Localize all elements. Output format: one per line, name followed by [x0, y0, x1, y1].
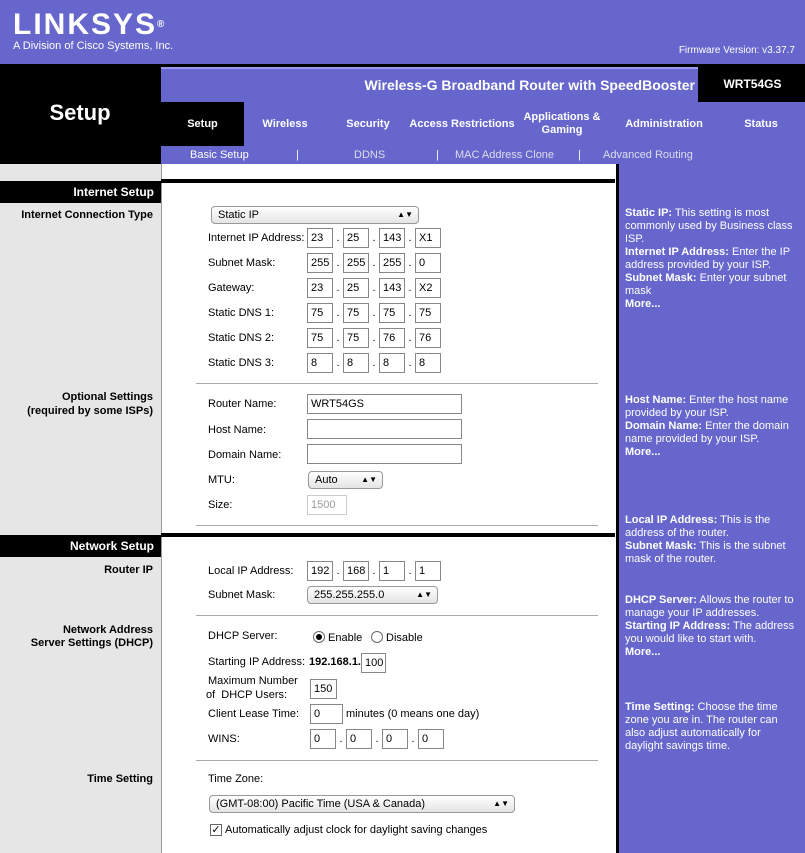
octet-separator: .	[336, 232, 340, 244]
octet-separator: .	[372, 357, 376, 369]
time-zone-label: Time Zone:	[208, 773, 264, 785]
internet-subnet-mask-octet-4[interactable]: 0	[415, 253, 441, 273]
left-label-column	[0, 164, 161, 853]
static-dns2-octet-3[interactable]: 76	[379, 328, 405, 348]
static-dns1-label: Static DNS 1:	[208, 307, 275, 319]
max-users-input[interactable]: 150	[310, 679, 337, 699]
max-users-label-1: Maximum Number	[208, 675, 298, 687]
section-stripe	[161, 533, 615, 537]
tab-access-restrictions[interactable]: Access Restrictions	[409, 117, 515, 130]
tab-security[interactable]: Security	[346, 117, 390, 130]
octet-separator: .	[408, 282, 412, 294]
dst-checkbox[interactable]	[210, 824, 222, 836]
octet-separator: .	[372, 282, 376, 294]
octet-separator: .	[408, 565, 412, 577]
label-optional-settings: Optional Settings	[61, 391, 153, 403]
wins-label: WINS:	[208, 733, 240, 745]
lease-time-input[interactable]: 0	[310, 704, 343, 724]
static-dns3-octet-1[interactable]: 8	[307, 353, 333, 373]
static-dns3-octet-2[interactable]: 8	[343, 353, 369, 373]
octet-separator: .	[375, 733, 379, 745]
dhcp-disable-label: Disable	[386, 632, 423, 644]
static-dns2-octet-4[interactable]: 76	[415, 328, 441, 348]
gateway-octet-3[interactable]: 143	[379, 278, 405, 298]
internet-ip-octet-4[interactable]: X1	[415, 228, 441, 248]
octet-separator: .	[339, 733, 343, 745]
section-network-setup: Network Setup	[0, 535, 161, 557]
tab-status[interactable]: Status	[744, 117, 778, 130]
static-dns3-octet-4[interactable]: 8	[415, 353, 441, 373]
divider	[196, 525, 598, 526]
help-time-setting: Time Setting: Choose the time zone you are in. The router can also adjust automatically for daylight savings time.	[625, 701, 778, 752]
local-ip-label: Local IP Address:	[208, 565, 294, 577]
checkmark-icon: ✓	[211, 824, 221, 836]
linksys-logo: LINKSYS®	[13, 8, 165, 41]
internet-ip-octet-3[interactable]: 143	[379, 228, 405, 248]
product-name: Wireless-G Broadband Router with SpeedBooster	[364, 77, 695, 93]
octet-separator: .	[372, 257, 376, 269]
octet-separator: .	[411, 733, 415, 745]
mtu-label: MTU:	[208, 474, 235, 486]
local-ip-octet-3[interactable]: 1	[379, 561, 405, 581]
divider	[196, 760, 598, 761]
help-more-link[interactable]: More...	[625, 298, 661, 310]
divider	[196, 615, 598, 616]
octet-separator: .	[408, 332, 412, 344]
subtab-separator: |	[578, 149, 581, 161]
octet-separator: .	[408, 257, 412, 269]
subtab-mac-clone[interactable]: MAC Address Clone	[455, 149, 555, 161]
internet-ip-octet-1[interactable]: 23	[307, 228, 333, 248]
help-optional: Host Name: Enter the host name provided by your ISP. Domain Name: Enter the domain name provided by your ISP. More...	[625, 394, 789, 458]
octet-separator: .	[336, 257, 340, 269]
static-dns1-octet-1[interactable]: 75	[307, 303, 333, 323]
internet-ip-octet-2[interactable]: 25	[343, 228, 369, 248]
starting-ip-label: Starting IP Address:	[208, 656, 306, 668]
host-name-label: Host Name:	[208, 424, 267, 436]
static-dns2-label: Static DNS 2:	[208, 332, 275, 344]
octet-separator: .	[408, 232, 412, 244]
starting-ip-prefix: 192.168.1.	[309, 656, 361, 668]
dhcp-server-label: DHCP Server:	[208, 630, 278, 642]
max-users-label-2: of DHCP Users:	[206, 689, 288, 701]
internet-ip-label: Internet IP Address:	[208, 232, 305, 244]
label-internet-connection-type: Internet Connection Type	[21, 209, 153, 221]
internet-subnet-mask-octet-2[interactable]: 255	[343, 253, 369, 273]
static-dns1-octet-2[interactable]: 75	[343, 303, 369, 323]
mtu-select[interactable]: Auto ▲▼	[308, 471, 383, 489]
router-name-label: Router Name:	[208, 398, 277, 410]
help-router-ip: Local IP Address: This is the address of the router. Subnet Mask: This is the subnet mask of the router.	[625, 514, 786, 565]
label-nass-2: Server Settings (DHCP)	[30, 637, 153, 649]
octet-separator: .	[408, 357, 412, 369]
select-arrows-icon: ▲▼	[397, 210, 413, 219]
label-optional-settings-sub: (required by some ISPs)	[27, 405, 153, 417]
label-nass-1: Network Address	[62, 624, 153, 636]
static-dns2-octet-1[interactable]: 75	[307, 328, 333, 348]
tab-setup[interactable]: Setup	[161, 102, 244, 146]
domain-name-label: Domain Name:	[208, 449, 282, 461]
section-internet-setup: Internet Setup	[0, 181, 161, 203]
octet-separator: .	[372, 307, 376, 319]
octet-separator: .	[408, 307, 412, 319]
page-title: Setup	[49, 100, 111, 125]
gateway-octet-2[interactable]: 25	[343, 278, 369, 298]
label-router-ip: Router IP	[104, 564, 153, 576]
internet-subnet-mask-octet-3[interactable]: 255	[379, 253, 405, 273]
section-stripe	[161, 179, 615, 183]
model-name: WRT54GS	[723, 77, 782, 91]
wins-octet-4[interactable]: 0	[418, 729, 444, 749]
octet-separator: .	[372, 332, 376, 344]
divider	[196, 383, 598, 384]
dhcp-enable-radio[interactable]	[313, 631, 325, 643]
wins-octet-3[interactable]: 0	[382, 729, 408, 749]
help-static-ip: Static IP: This setting is most commonly used by Business class ISP. Internet IP Address: Enter the IP address provided by your ISP. Subnet Mask: Enter your subnet mask More...	[625, 207, 793, 310]
tab-applications-gaming[interactable]: Applications & Gaming	[523, 111, 601, 136]
select-arrows-icon: ▲▼	[416, 590, 432, 599]
router-name-input[interactable]: WRT54GS	[307, 394, 462, 414]
static-dns1-octet-3[interactable]: 75	[379, 303, 405, 323]
wins-octet-1[interactable]: 0	[310, 729, 336, 749]
connection-type-select[interactable]: Static IP ▲▼	[211, 206, 419, 224]
select-arrows-icon: ▲▼	[493, 799, 509, 808]
octet-separator: .	[336, 307, 340, 319]
firmware-version: Firmware Version: v3.37.7	[678, 45, 795, 56]
domain-name-input[interactable]	[307, 444, 462, 464]
starting-ip-input[interactable]: 100	[361, 653, 386, 673]
static-dns3-label: Static DNS 3:	[208, 357, 275, 369]
octet-separator: .	[336, 282, 340, 294]
static-dns3-octet-3[interactable]: 8	[379, 353, 405, 373]
tab-administration[interactable]: Administration	[625, 117, 703, 130]
help-more-link[interactable]: More...	[625, 446, 661, 458]
local-ip-octet-1[interactable]: 192	[307, 561, 333, 581]
octet-separator: .	[336, 332, 340, 344]
subtab-basic-setup[interactable]: Basic Setup	[190, 149, 249, 161]
subtab-separator: |	[296, 149, 299, 161]
lease-time-label: Client Lease Time:	[208, 708, 300, 720]
octet-separator: .	[336, 357, 340, 369]
internet-subnet-mask-label: Subnet Mask:	[208, 257, 276, 269]
router-subnet-mask-select[interactable]: 255.255.255.0 ▲▼	[307, 586, 438, 604]
subtab-advanced-routing[interactable]: Advanced Routing	[603, 149, 693, 161]
size-label: Size:	[208, 499, 233, 511]
host-name-input[interactable]	[307, 419, 462, 439]
dhcp-enable-label: Enable	[328, 632, 363, 644]
internet-subnet-mask-octet-1[interactable]: 255	[307, 253, 333, 273]
octet-separator: .	[372, 232, 376, 244]
router-subnet-mask-label: Subnet Mask:	[208, 589, 276, 601]
gateway-octet-4[interactable]: X2	[415, 278, 441, 298]
dhcp-disable-radio[interactable]	[371, 631, 383, 643]
octet-separator: .	[372, 565, 376, 577]
tagline: A Division of Cisco Systems, Inc.	[13, 40, 174, 52]
static-dns1-octet-4[interactable]: 75	[415, 303, 441, 323]
gateway-octet-1[interactable]: 23	[307, 278, 333, 298]
octet-separator: .	[336, 565, 340, 577]
help-dhcp: DHCP Server: Allows the router to manage your IP addresses. Starting IP Address: The address you would like to start with. More...	[625, 594, 795, 658]
gateway-label: Gateway:	[208, 282, 255, 294]
local-ip-octet-2[interactable]: 168	[343, 561, 369, 581]
time-zone-select[interactable]: (GMT-08:00) Pacific Time (USA & Canada) ▲▼	[209, 795, 515, 813]
subtab-separator: |	[436, 149, 439, 161]
subtab-ddns[interactable]: DDNS	[354, 149, 386, 161]
label-time-setting: Time Setting	[87, 773, 153, 785]
select-arrows-icon: ▲▼	[361, 475, 377, 484]
wins-octet-2[interactable]: 0	[346, 729, 372, 749]
dst-label: Automatically adjust clock for daylight saving changes	[225, 824, 488, 836]
tab-wireless[interactable]: Wireless	[262, 117, 308, 130]
help-more-link[interactable]: More...	[625, 646, 661, 658]
lease-time-note: minutes (0 means one day)	[346, 708, 480, 720]
local-ip-octet-4[interactable]: 1	[415, 561, 441, 581]
static-dns2-octet-2[interactable]: 75	[343, 328, 369, 348]
mtu-size-input[interactable]: 1500	[307, 495, 347, 515]
